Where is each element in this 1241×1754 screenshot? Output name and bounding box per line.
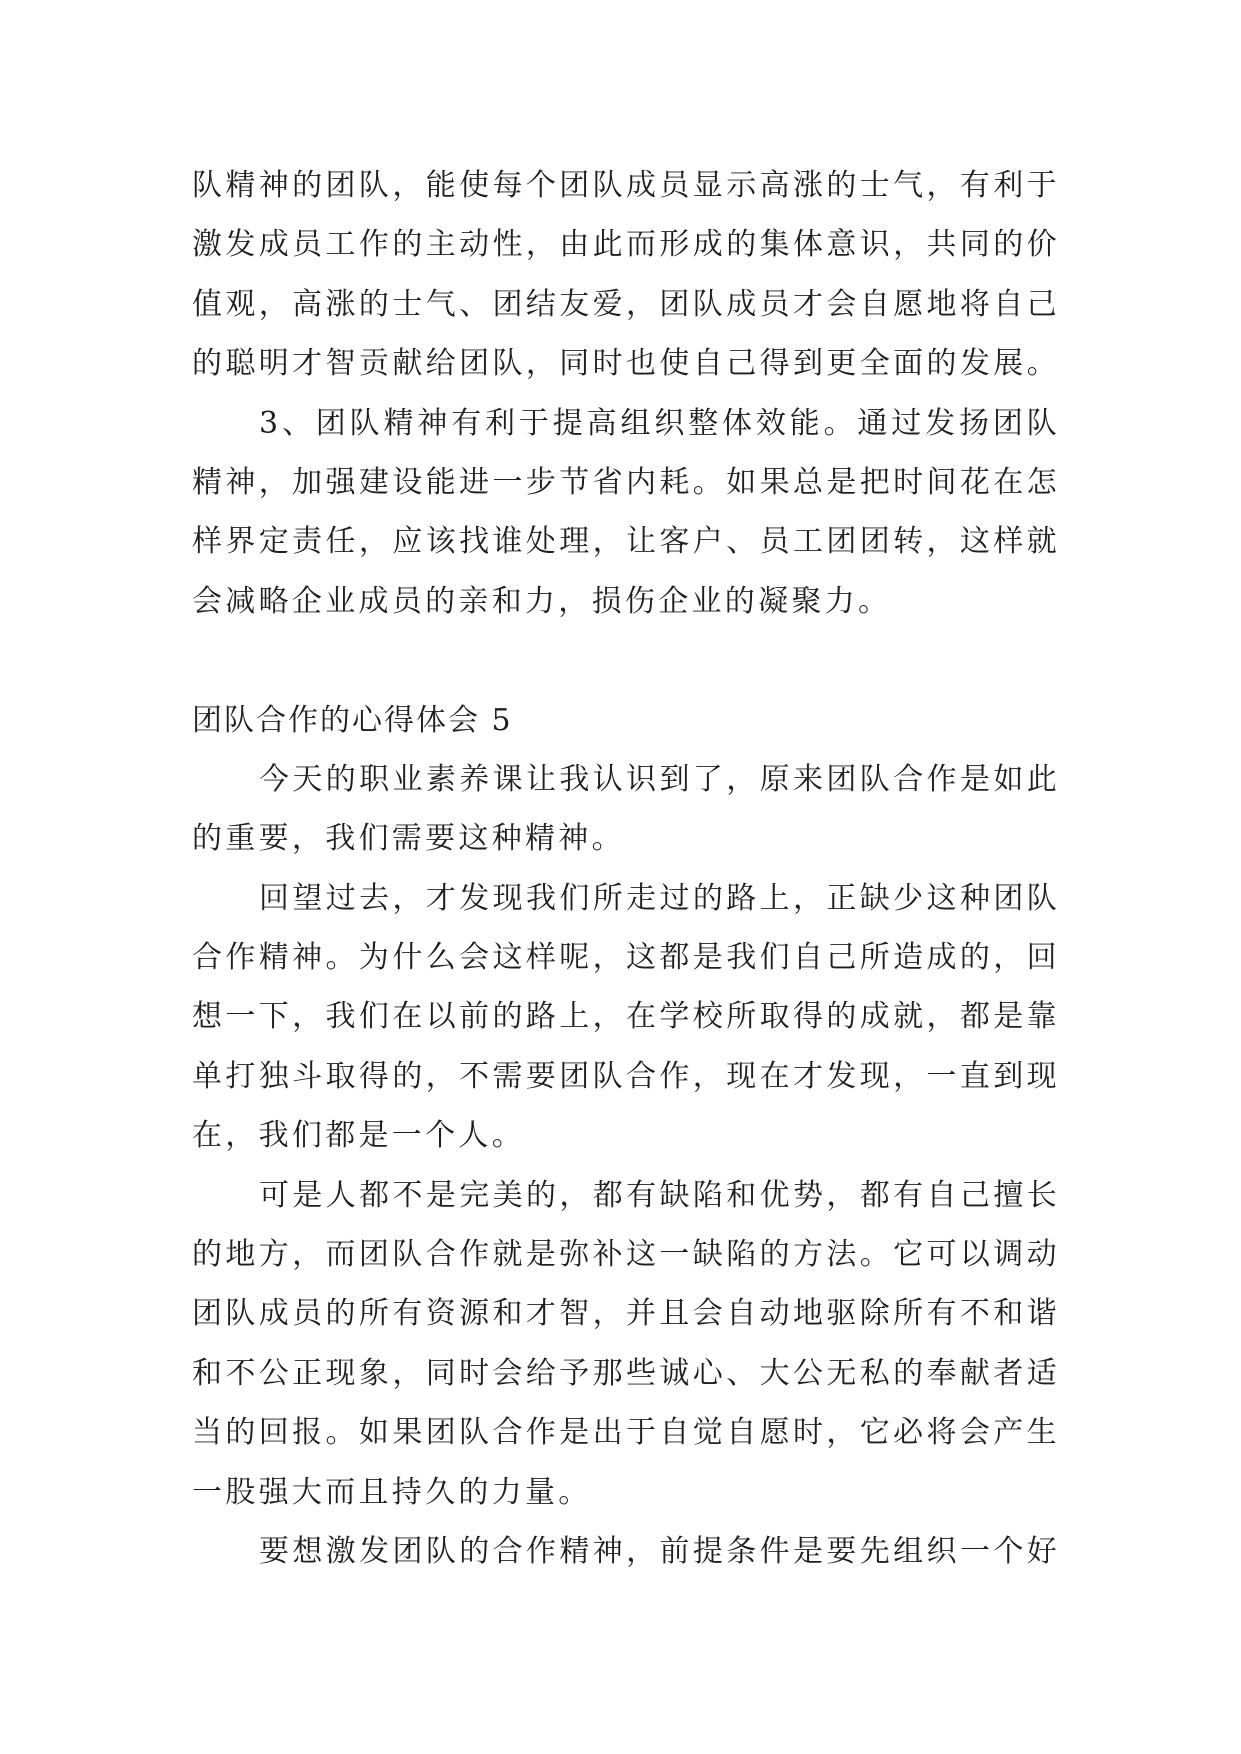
paragraph <box>192 750 1060 869</box>
text-line: 的地方，而团队合作就是弥补这一缺陷的方法。它可以调动 <box>192 1237 1060 1273</box>
text-line: 合作精神。为什么会这样呢，这都是我们自己所造成的，回 <box>192 940 1060 976</box>
blank-line <box>192 631 1060 690</box>
text-line: 样界定责任，应该找谁处理，让客户、员工团团转，这样就 <box>192 524 1060 560</box>
text-line: 在，我们都是一个人。 <box>192 1118 525 1154</box>
text-line: 值观，高涨的士气、团结友爱，团队成员才会自愿地将自己 <box>192 286 1060 322</box>
text-line: 的重要，我们需要这种精神。 <box>192 821 625 857</box>
paragraph-point-3 <box>192 394 1060 632</box>
text-line: 想一下，我们在以前的路上，在学校所取得的成就，都是靠 <box>192 999 1060 1035</box>
text-line: 队精神的团队，能使每个团队成员显示高涨的士气，有利于 <box>192 168 1060 203</box>
text-line: 的聪明才智贡献给团队，同时也使自己得到更全面的发展。 <box>192 346 1060 382</box>
paragraph-continued <box>192 156 1060 394</box>
text-line: 团队成员的所有资源和才智，并且会自动地驱除所有不和谐 <box>192 1296 1060 1332</box>
text-line: 单打独斗取得的，不需要团队合作，现在才发现，一直到现 <box>192 1058 1060 1094</box>
text-line: 3、团队精神有利于提高组织整体效能。通过发扬团队 <box>259 405 1060 441</box>
text-line: 一股强大而且持久的力量。 <box>192 1474 592 1510</box>
text-line: 会减略企业成员的亲和力，损伤企业的凝聚力。 <box>192 583 892 619</box>
text-line: 激发成员工作的主动性，由此而形成的集体意识，共同的价 <box>192 227 1060 263</box>
paragraph <box>192 869 1060 1166</box>
text-line: 精神，加强建设能进一步节省内耗。如果总是把时间花在怎 <box>192 464 1060 500</box>
text-line: 回望过去，才发现我们所走过的路上，正缺少这种团队 <box>259 880 1060 916</box>
section-heading: 团队合作的心得体会 5 <box>192 702 513 738</box>
text-line: 要想激发团队的合作精神，前提条件是要先组织一个好 <box>259 1533 1060 1569</box>
text-line: 当的回报。如果团队合作是出于自觉自愿时，它必将会产生 <box>192 1415 1060 1451</box>
document-body <box>192 156 1060 1581</box>
text-line: 和不公正现象，同时会给予那些诚心、大公无私的奉献者适 <box>192 1355 1060 1391</box>
text-line: 今天的职业素养课让我认识到了，原来团队合作是如此 <box>259 761 1060 797</box>
paragraph <box>192 1166 1060 1522</box>
paragraph <box>192 1522 1060 1581</box>
text-line: 可是人都不是完美的，都有缺陷和优势，都有自己擅长 <box>259 1177 1060 1213</box>
